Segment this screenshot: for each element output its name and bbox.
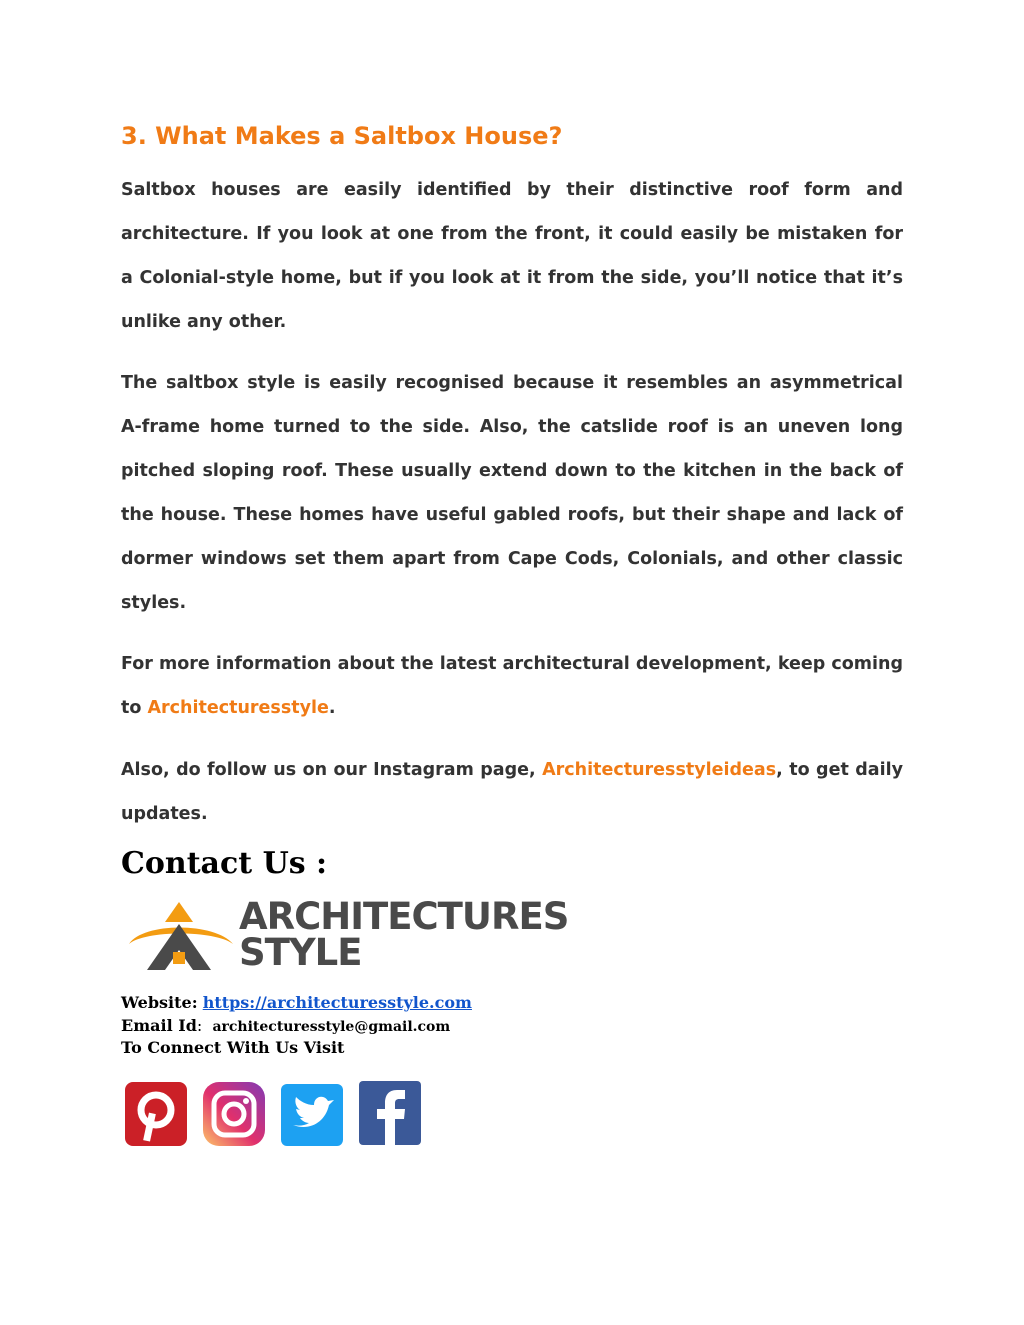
- paragraph-more-info: [121, 642, 903, 730]
- contact-title: Contact Us :: [121, 846, 328, 881]
- pinterest-icon[interactable]: [123, 1079, 189, 1149]
- architectures-style-logo: [123, 895, 569, 974]
- twitter-icon[interactable]: [279, 1079, 345, 1149]
- instagram-page-link[interactable]: Architecturesstyleideas: [542, 760, 777, 780]
- email-separator: :: [196, 1016, 203, 1035]
- website-link[interactable]: https://architecturesstyle.com: [202, 993, 472, 1012]
- logo-text-line1: ARCHITECTURES: [239, 895, 569, 938]
- paragraph-text: .: [328, 698, 336, 718]
- website-label: Website:: [121, 993, 198, 1012]
- paragraph-instagram: [121, 748, 903, 836]
- connect-text: To Connect With Us Visit: [121, 1038, 345, 1057]
- section-heading: 3. What Makes a Saltbox House?: [121, 122, 563, 150]
- instagram-icon[interactable]: [201, 1079, 267, 1149]
- logo-text-line2: STYLE: [239, 931, 362, 974]
- architecturesstyle-link[interactable]: Architecturesstyle: [147, 698, 329, 718]
- website-line: [121, 992, 472, 1014]
- social-icons: [123, 1079, 443, 1151]
- email-label: Email Id: [121, 1016, 197, 1035]
- paragraph-roof-form: Saltbox houses are easily identified by their distinctive roof form and architecture. If you look at one from the front, it could easily be mistaken for a Colonial-style home, but if you look at it from the side, you’ll notice that it’s unlike any other.: [121, 180, 903, 332]
- email-value: architecturesstyle@gmail.com: [212, 1019, 451, 1035]
- paragraph-text: Also, do follow us on our Instagram page,: [121, 760, 543, 780]
- paragraph-text: For more information about the latest architectural development, keep coming to: [121, 654, 903, 718]
- facebook-icon[interactable]: [357, 1079, 423, 1149]
- paragraph-saltbox-style: The saltbox style is easily recognised because it resembles an asymmetrical A-frame home turned to the side. Also, the catslide roof is an uneven long pitched sloping roof. These usually extend down to the kitchen in the back of the house. These homes have useful gabled roofs, but their shape and lack of dormer windows set them apart from Cape Cods, Colonials, and other classic styles.: [121, 373, 903, 613]
- paragraph-text: , to get daily updates.: [121, 760, 903, 824]
- email-line: [121, 1015, 450, 1038]
- logo-house-icon: [123, 898, 239, 974]
